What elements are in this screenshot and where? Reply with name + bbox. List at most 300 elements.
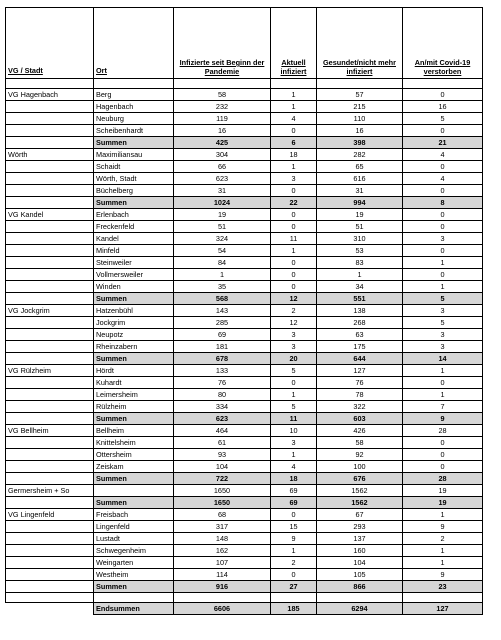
current-cell[interactable]: 1 [271,245,317,257]
current-cell[interactable]: 18 [271,149,317,161]
infected-cell[interactable]: 181 [174,341,271,353]
deceased-cell[interactable]: 5 [403,113,483,125]
vg-cell[interactable] [6,245,94,257]
recovered-cell[interactable]: 1562 [317,497,403,509]
current-cell[interactable]: 0 [271,509,317,521]
current-cell[interactable]: 3 [271,437,317,449]
recovered-cell[interactable]: 78 [317,389,403,401]
blank-row [6,593,483,603]
empty-cell[interactable] [94,79,174,89]
ort-cell[interactable]: Erlenbach [94,209,174,221]
infected-cell[interactable]: 623 [174,413,271,425]
infected-cell[interactable]: 232 [174,101,271,113]
recovered-cell[interactable]: 76 [317,377,403,389]
infected-cell[interactable]: 425 [174,137,271,149]
sum-label[interactable]: Summen [94,293,174,305]
recovered-cell[interactable]: 616 [317,173,403,185]
recovered-cell[interactable]: 63 [317,329,403,341]
vg-cell[interactable] [6,413,94,425]
table-row [6,245,483,257]
current-cell[interactable]: 4 [271,113,317,125]
deceased-cell[interactable]: 19 [403,497,483,509]
recovered-cell[interactable]: 551 [317,293,403,305]
ort-cell[interactable]: Lustadt [94,533,174,545]
recovered-cell[interactable]: 138 [317,305,403,317]
header-recovered[interactable]: Gesundet/nicht mehr infiziert [317,8,403,79]
infected-cell[interactable]: 324 [174,233,271,245]
infected-cell[interactable]: 16 [174,125,271,137]
deceased-cell[interactable]: 9 [403,413,483,425]
recovered-cell[interactable]: 19 [317,209,403,221]
infected-cell[interactable]: 623 [174,173,271,185]
vg-cell[interactable] [6,329,94,341]
deceased-cell[interactable]: 0 [403,245,483,257]
recovered-cell[interactable]: 322 [317,401,403,413]
deceased-cell[interactable]: 1 [403,545,483,557]
empty-cell[interactable] [94,593,174,603]
current-cell[interactable]: 11 [271,413,317,425]
sum-label[interactable]: Summen [94,581,174,593]
vg-cell[interactable]: VG Lingenfeld [6,509,94,521]
ort-cell[interactable]: Leimersheim [94,389,174,401]
ort-cell[interactable]: Kandel [94,233,174,245]
vg-cell[interactable] [6,401,94,413]
deceased-cell[interactable]: 3 [403,329,483,341]
sum-label[interactable]: Summen [94,137,174,149]
deceased-cell[interactable]: 28 [403,425,483,437]
deceased-cell[interactable]: 0 [403,125,483,137]
empty-cell[interactable] [317,593,403,603]
current-cell[interactable]: 2 [271,305,317,317]
deceased-cell[interactable]: 0 [403,377,483,389]
deceased-cell[interactable]: 0 [403,269,483,281]
empty-cell[interactable] [6,593,94,603]
recovered-cell[interactable]: 644 [317,353,403,365]
vg-cell[interactable] [6,317,94,329]
vg-cell[interactable] [6,521,94,533]
table-row [6,329,483,341]
deceased-cell[interactable]: 3 [403,341,483,353]
ort-cell[interactable]: Hatzenbühl [94,305,174,317]
sum-label[interactable]: Summen [94,497,174,509]
recovered-cell[interactable]: 51 [317,221,403,233]
ort-cell[interactable]: Winden [94,281,174,293]
recovered-cell[interactable]: 34 [317,281,403,293]
recovered-cell[interactable]: 6294 [317,603,403,615]
table-row [6,149,483,161]
vg-cell[interactable] [6,353,94,365]
current-cell[interactable]: 27 [271,581,317,593]
recovered-cell[interactable]: 866 [317,581,403,593]
vg-cell[interactable] [6,449,94,461]
current-cell[interactable]: 1 [271,161,317,173]
vg-cell[interactable] [6,125,94,137]
infected-cell[interactable]: 80 [174,389,271,401]
vg-cell[interactable] [6,113,94,125]
header-current[interactable]: Aktuell infiziert [271,8,317,79]
current-cell[interactable]: 0 [271,125,317,137]
deceased-cell[interactable]: 1 [403,557,483,569]
infected-cell[interactable]: 54 [174,245,271,257]
ort-cell[interactable]: Zeiskam [94,461,174,473]
deceased-cell[interactable]: 0 [403,437,483,449]
deceased-cell[interactable]: 4 [403,173,483,185]
empty-cell[interactable] [403,593,483,603]
sum-label[interactable]: Summen [94,413,174,425]
infected-cell[interactable]: 304 [174,149,271,161]
recovered-cell[interactable]: 53 [317,245,403,257]
recovered-cell[interactable]: 994 [317,197,403,209]
empty-cell[interactable] [174,593,271,603]
recovered-cell[interactable]: 58 [317,437,403,449]
table-row [6,101,483,113]
current-cell[interactable]: 0 [271,185,317,197]
deceased-cell[interactable]: 0 [403,161,483,173]
infected-cell[interactable]: 35 [174,281,271,293]
vg-cell[interactable] [6,137,94,149]
recovered-cell[interactable]: 83 [317,257,403,269]
header-vg[interactable]: VG / Stadt [6,8,94,79]
infected-cell[interactable]: 1650 [174,497,271,509]
ort-cell[interactable]: Maximiliansau [94,149,174,161]
vg-cell[interactable] [6,281,94,293]
ort-cell[interactable]: Scheibenhardt [94,125,174,137]
recovered-cell[interactable]: 175 [317,341,403,353]
infected-cell[interactable]: 722 [174,473,271,485]
vg-cell[interactable] [6,185,94,197]
table-row [6,449,483,461]
vg-cell[interactable]: VG Bellheim [6,425,94,437]
empty-cell[interactable] [403,79,483,89]
current-cell[interactable]: 22 [271,197,317,209]
infected-cell[interactable]: 19 [174,209,271,221]
vg-cell[interactable] [6,293,94,305]
infected-cell[interactable]: 68 [174,509,271,521]
infected-cell[interactable]: 334 [174,401,271,413]
current-cell[interactable]: 0 [271,209,317,221]
deceased-cell[interactable]: 0 [403,185,483,197]
header-row [6,8,483,79]
deceased-cell[interactable]: 5 [403,317,483,329]
ort-cell[interactable]: Rheinzabern [94,341,174,353]
table-row [6,557,483,569]
ort-cell[interactable]: Hördt [94,365,174,377]
infected-cell[interactable]: 107 [174,557,271,569]
vg-cell[interactable] [6,473,94,485]
recovered-cell[interactable]: 676 [317,473,403,485]
sum-label[interactable]: Summen [94,353,174,365]
deceased-cell[interactable]: 1 [403,281,483,293]
vg-cell[interactable] [6,557,94,569]
deceased-cell[interactable]: 8 [403,197,483,209]
recovered-cell[interactable]: 160 [317,545,403,557]
recovered-cell[interactable]: 67 [317,509,403,521]
deceased-cell[interactable]: 0 [403,449,483,461]
empty-cell[interactable] [317,79,403,89]
recovered-cell[interactable]: 268 [317,317,403,329]
vg-cell[interactable] [6,545,94,557]
deceased-cell[interactable]: 9 [403,521,483,533]
ort-cell[interactable]: Ottersheim [94,449,174,461]
vg-cell[interactable] [6,341,94,353]
current-cell[interactable]: 2 [271,557,317,569]
vg-cell[interactable]: Wörth [6,149,94,161]
deceased-cell[interactable]: 9 [403,569,483,581]
table-row [6,125,483,137]
deceased-cell[interactable]: 4 [403,149,483,161]
table-row [6,365,483,377]
current-cell[interactable]: 12 [271,317,317,329]
infected-cell[interactable]: 1650 [174,485,271,497]
deceased-cell[interactable]: 16 [403,101,483,113]
vg-cell[interactable]: VG Rülzheim [6,365,94,377]
vg-cell[interactable]: Germersheim + So [6,485,94,497]
infected-cell[interactable]: 568 [174,293,271,305]
recovered-cell[interactable]: 1 [317,269,403,281]
current-cell[interactable]: 5 [271,365,317,377]
deceased-cell[interactable]: 2 [403,533,483,545]
deceased-cell[interactable]: 3 [403,305,483,317]
infected-cell[interactable]: 93 [174,449,271,461]
sum-label[interactable]: Summen [94,473,174,485]
infected-cell[interactable]: 51 [174,221,271,233]
recovered-cell[interactable]: 65 [317,161,403,173]
recovered-cell[interactable]: 282 [317,149,403,161]
deceased-cell[interactable]: 0 [403,461,483,473]
vg-cell[interactable] [6,389,94,401]
deceased-cell[interactable]: 1 [403,257,483,269]
recovered-cell[interactable]: 31 [317,185,403,197]
deceased-cell[interactable]: 19 [403,485,483,497]
empty-cell[interactable] [6,603,94,615]
recovered-cell[interactable]: 137 [317,533,403,545]
vg-cell[interactable] [6,173,94,185]
deceased-cell[interactable]: 21 [403,137,483,149]
deceased-cell[interactable]: 0 [403,209,483,221]
current-cell[interactable]: 69 [271,485,317,497]
current-cell[interactable]: 1 [271,545,317,557]
current-cell[interactable]: 5 [271,401,317,413]
table-row [6,269,483,281]
current-cell[interactable]: 185 [271,603,317,615]
current-cell[interactable]: 10 [271,425,317,437]
current-cell[interactable]: 0 [271,377,317,389]
infected-cell[interactable]: 916 [174,581,271,593]
ort-cell[interactable] [94,485,174,497]
current-cell[interactable]: 4 [271,461,317,473]
vg-cell[interactable]: VG Kandel [6,209,94,221]
ort-cell[interactable]: Bellheim [94,425,174,437]
empty-cell[interactable] [174,79,271,89]
infected-cell[interactable]: 678 [174,353,271,365]
recovered-cell[interactable]: 426 [317,425,403,437]
vg-cell[interactable] [6,437,94,449]
deceased-cell[interactable]: 7 [403,401,483,413]
current-cell[interactable]: 3 [271,341,317,353]
infected-cell[interactable]: 162 [174,545,271,557]
current-cell[interactable]: 3 [271,173,317,185]
vg-cell[interactable] [6,233,94,245]
infected-cell[interactable]: 31 [174,185,271,197]
header-deceased[interactable]: An/mit Covid-19 verstorben [403,8,483,79]
ort-cell[interactable]: Steinweiler [94,257,174,269]
current-cell[interactable]: 12 [271,293,317,305]
table-row [6,221,483,233]
table-row [6,113,483,125]
recovered-cell[interactable]: 398 [317,137,403,149]
infected-cell[interactable]: 317 [174,521,271,533]
current-cell[interactable]: 0 [271,569,317,581]
recovered-cell[interactable]: 215 [317,101,403,113]
infected-cell[interactable]: 104 [174,461,271,473]
infected-cell[interactable]: 1024 [174,197,271,209]
vg-cell[interactable] [6,461,94,473]
ort-cell[interactable]: Hagenbach [94,101,174,113]
vg-cell[interactable] [6,197,94,209]
vg-cell[interactable] [6,533,94,545]
infected-cell[interactable]: 61 [174,437,271,449]
deceased-cell[interactable]: 23 [403,581,483,593]
ort-cell[interactable]: Schwegenheim [94,545,174,557]
ort-cell[interactable]: Minfeld [94,245,174,257]
ort-cell[interactable]: Rülzheim [94,401,174,413]
recovered-cell[interactable]: 127 [317,365,403,377]
vg-cell[interactable] [6,377,94,389]
current-cell[interactable]: 3 [271,329,317,341]
current-cell[interactable]: 0 [271,221,317,233]
deceased-cell[interactable]: 14 [403,353,483,365]
recovered-cell[interactable]: 16 [317,125,403,137]
current-cell[interactable]: 1 [271,389,317,401]
table-row [6,425,483,437]
deceased-cell[interactable]: 127 [403,603,483,615]
table-row [6,281,483,293]
recovered-cell[interactable]: 1562 [317,485,403,497]
current-cell[interactable]: 0 [271,269,317,281]
current-cell[interactable]: 6 [271,137,317,149]
recovered-cell[interactable]: 100 [317,461,403,473]
current-cell[interactable]: 18 [271,473,317,485]
vg-cell[interactable]: VG Jockgrim [6,305,94,317]
deceased-cell[interactable]: 3 [403,233,483,245]
deceased-cell[interactable]: 0 [403,89,483,101]
current-cell[interactable]: 20 [271,353,317,365]
infected-cell[interactable]: 84 [174,257,271,269]
empty-cell[interactable] [6,79,94,89]
table-row [6,317,483,329]
total-label[interactable]: Endsummen [94,603,174,615]
infected-cell[interactable]: 69 [174,329,271,341]
ort-cell[interactable]: Freckenfeld [94,221,174,233]
table-row [6,485,483,497]
vg-cell[interactable] [6,581,94,593]
sum-label[interactable]: Summen [94,197,174,209]
infected-cell[interactable]: 285 [174,317,271,329]
infected-cell[interactable]: 143 [174,305,271,317]
ort-cell[interactable]: Schaidt [94,161,174,173]
ort-cell[interactable]: Westheim [94,569,174,581]
recovered-cell[interactable]: 105 [317,569,403,581]
deceased-cell[interactable]: 1 [403,389,483,401]
recovered-cell[interactable]: 104 [317,557,403,569]
table-row [6,533,483,545]
ort-cell[interactable]: Vollmersweiler [94,269,174,281]
recovered-cell[interactable]: 110 [317,113,403,125]
table-row [6,257,483,269]
recovered-cell[interactable]: 603 [317,413,403,425]
deceased-cell[interactable]: 1 [403,509,483,521]
vg-cell[interactable] [6,101,94,113]
infected-cell[interactable]: 133 [174,365,271,377]
ort-cell[interactable]: Weingarten [94,557,174,569]
infected-cell[interactable]: 58 [174,89,271,101]
infected-cell[interactable]: 66 [174,161,271,173]
current-cell[interactable]: 11 [271,233,317,245]
ort-cell[interactable]: Kuhardt [94,377,174,389]
infected-cell[interactable]: 464 [174,425,271,437]
ort-cell[interactable]: Neuburg [94,113,174,125]
table-row [6,209,483,221]
recovered-cell[interactable]: 57 [317,89,403,101]
table-row [6,161,483,173]
ort-cell[interactable]: Büchelberg [94,185,174,197]
vg-cell[interactable] [6,497,94,509]
current-cell[interactable]: 69 [271,497,317,509]
current-cell[interactable]: 15 [271,521,317,533]
recovered-cell[interactable]: 293 [317,521,403,533]
empty-cell[interactable] [271,593,317,603]
recovered-cell[interactable]: 310 [317,233,403,245]
deceased-cell[interactable]: 1 [403,365,483,377]
ort-cell[interactable]: Neupotz [94,329,174,341]
ort-cell[interactable]: Wörth, Stadt [94,173,174,185]
vg-cell[interactable] [6,569,94,581]
infected-cell[interactable]: 119 [174,113,271,125]
ort-cell[interactable]: Freisbach [94,509,174,521]
infected-cell[interactable]: 1 [174,269,271,281]
vg-cell[interactable] [6,269,94,281]
empty-cell[interactable] [271,79,317,89]
current-cell[interactable]: 9 [271,533,317,545]
ort-cell[interactable]: Lingenfeld [94,521,174,533]
current-cell[interactable]: 1 [271,101,317,113]
vg-cell[interactable] [6,257,94,269]
deceased-cell[interactable]: 28 [403,473,483,485]
deceased-cell[interactable]: 0 [403,221,483,233]
recovered-cell[interactable]: 92 [317,449,403,461]
ort-cell[interactable]: Jockgrim [94,317,174,329]
sum-row [6,473,483,485]
header-ort[interactable]: Ort [94,8,174,79]
current-cell[interactable]: 1 [271,89,317,101]
infected-cell[interactable]: 148 [174,533,271,545]
ort-cell[interactable]: Berg [94,89,174,101]
vg-cell[interactable] [6,161,94,173]
table-row [6,389,483,401]
ort-cell[interactable]: Knittelsheim [94,437,174,449]
current-cell[interactable]: 0 [271,257,317,269]
header-infected[interactable]: Infizierte seit Beginn der Pandemie [174,8,271,79]
infected-cell[interactable]: 6606 [174,603,271,615]
deceased-cell[interactable]: 5 [403,293,483,305]
infected-cell[interactable]: 76 [174,377,271,389]
vg-cell[interactable] [6,221,94,233]
infected-cell[interactable]: 114 [174,569,271,581]
current-cell[interactable]: 0 [271,281,317,293]
blank-row [6,79,483,89]
vg-cell[interactable]: VG Hagenbach [6,89,94,101]
current-cell[interactable]: 1 [271,449,317,461]
